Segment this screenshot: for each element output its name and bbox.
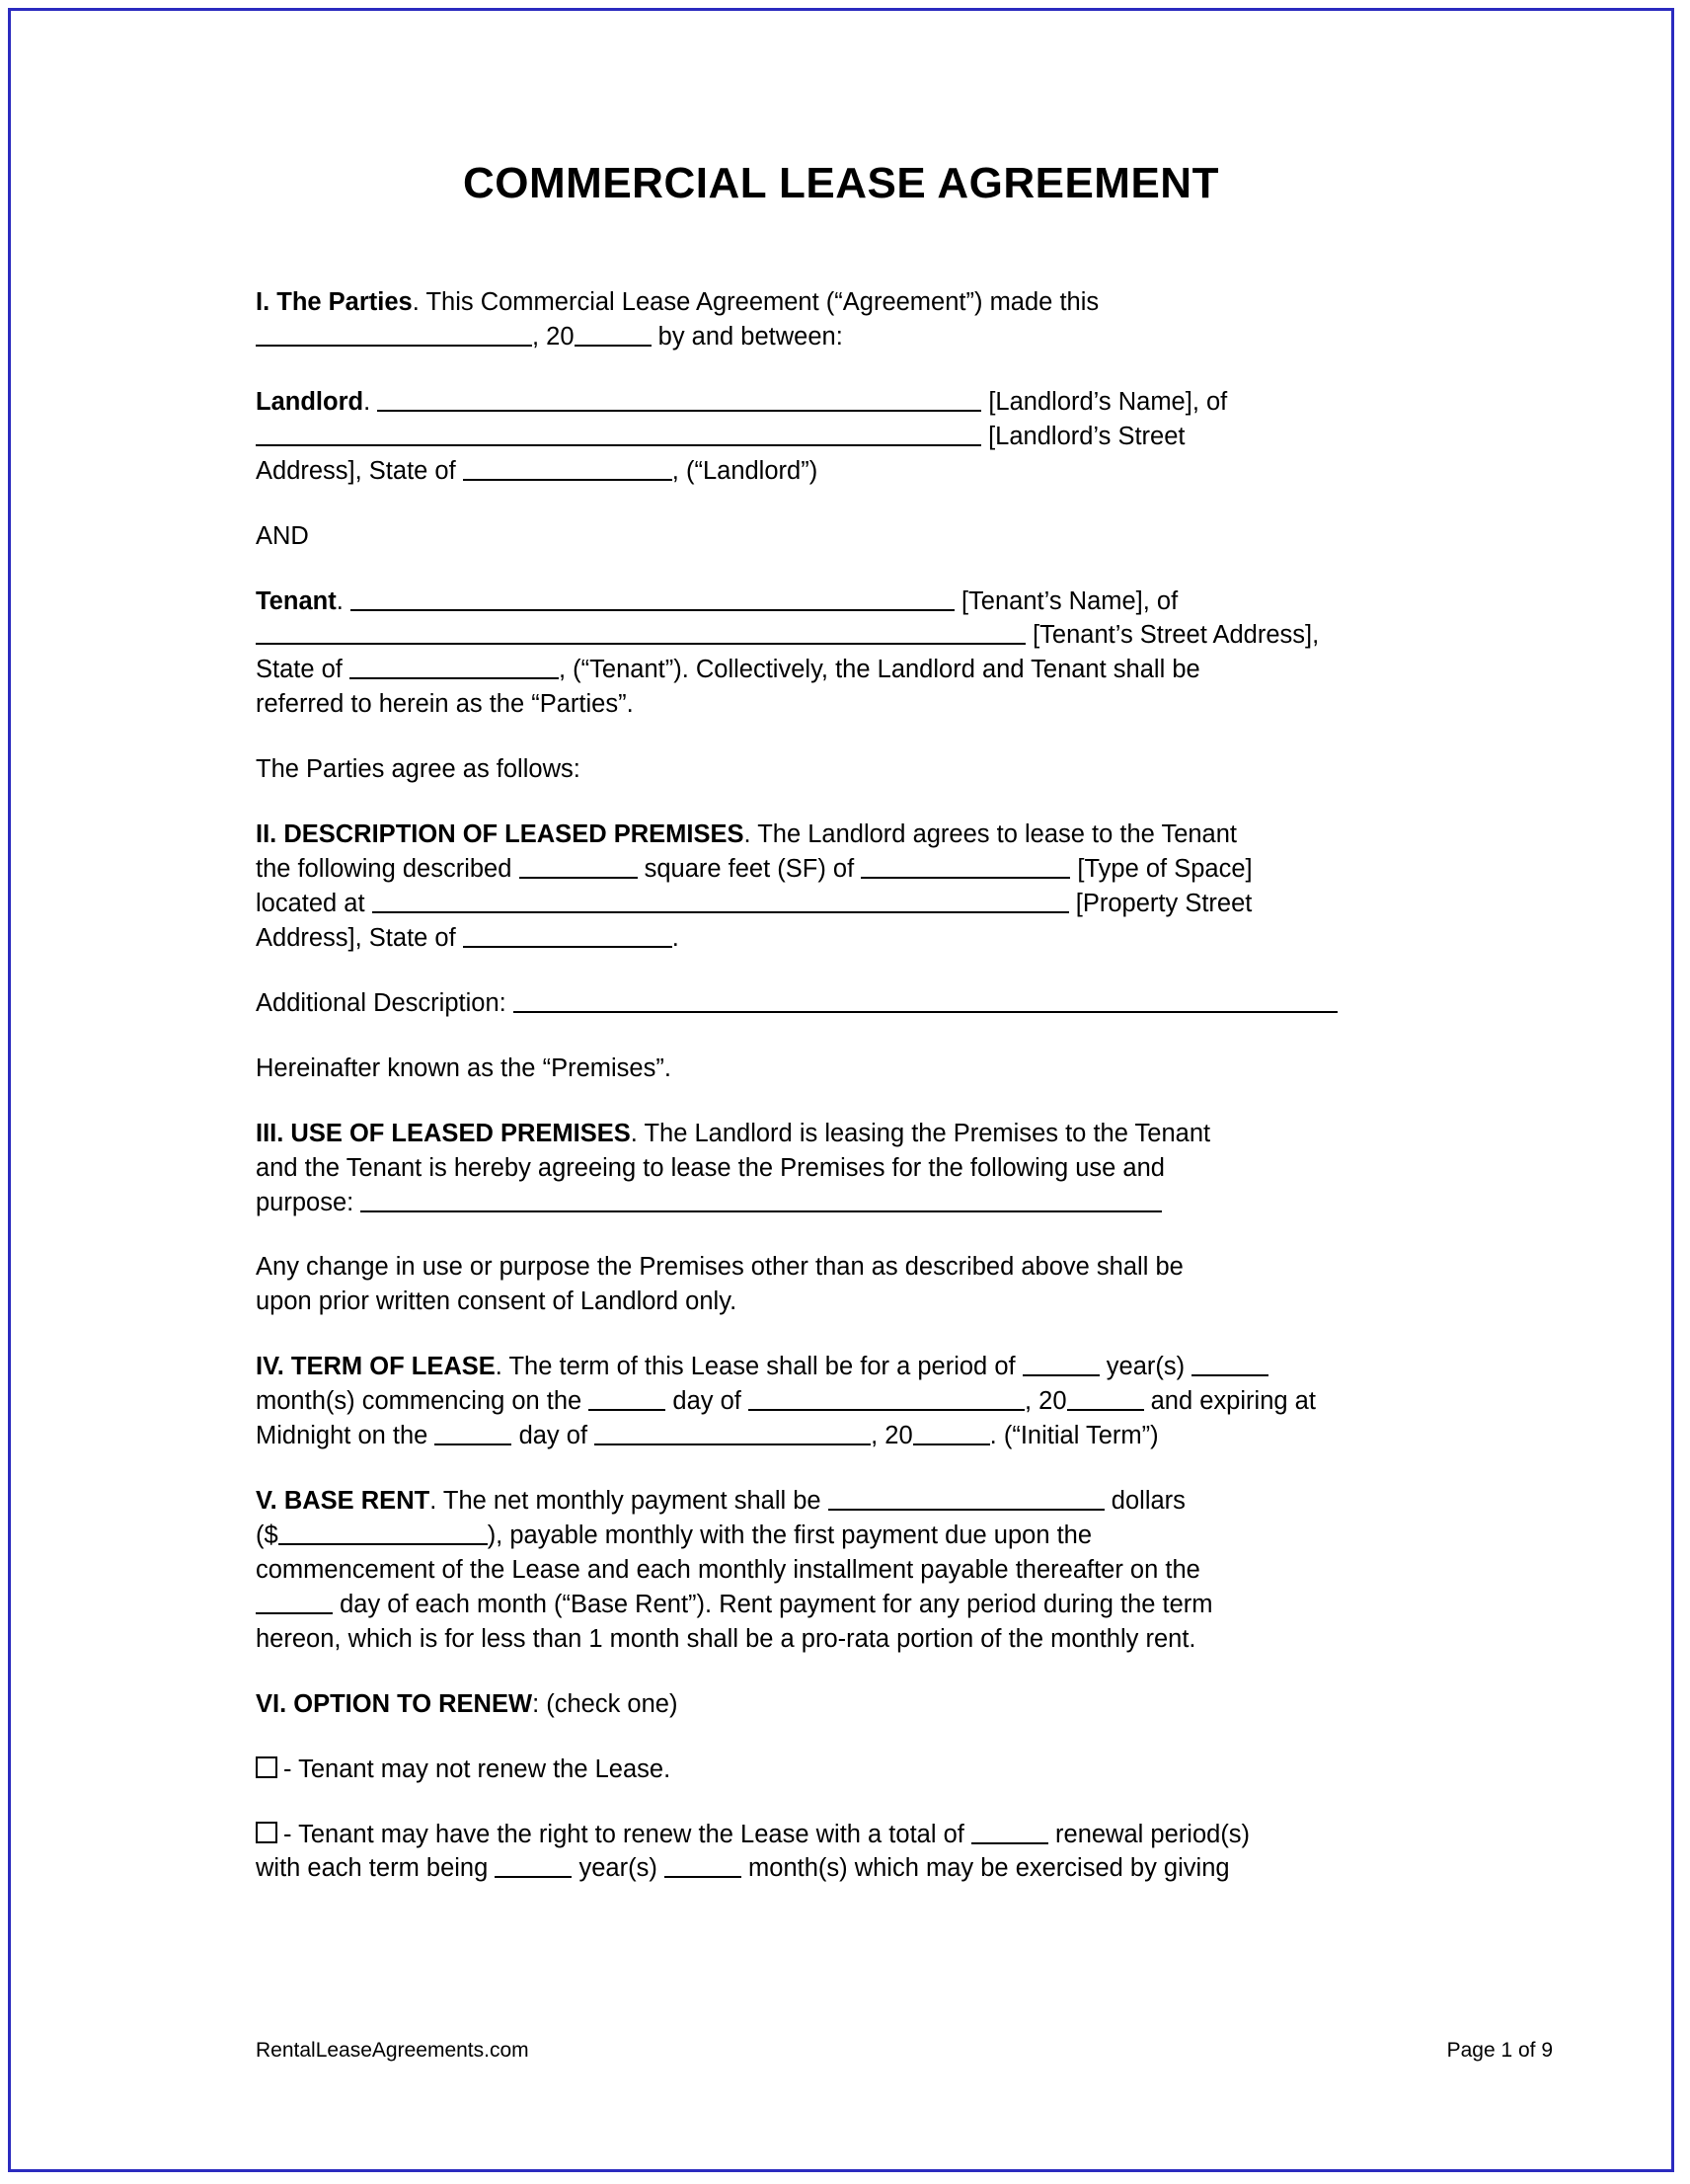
description-text-b: the following described [256,855,512,884]
renew-option-2[interactable] [256,1818,1582,1887]
landlord-period: . [363,387,378,416]
use-text-a: . The Landlord is leasing the Premises to the Tenant [630,1119,1211,1147]
paragraph-additional-description [256,986,1582,1021]
tenant-quote-2: referred to herein as the “Parties”. [256,690,634,719]
page-footer [256,2039,1553,2063]
rent-text-b: dollars [1111,1487,1186,1516]
blank-landlord-state[interactable] [463,454,672,481]
renew-option-1[interactable] [256,1753,1582,1787]
use-text-c: purpose: [256,1188,354,1216]
landlord-label: Landlord [256,387,364,416]
parties-intro-c: by and between: [651,322,843,351]
blank-term-years[interactable] [1023,1350,1100,1376]
rent-text-d: ), payable monthly with the first payment due upon the [487,1521,1093,1549]
paragraph-hereinafter: Hereinafter known as the “Premises”. [256,1053,671,1082]
blank-additional-description[interactable] [513,986,1338,1013]
blank-commence-month[interactable] [748,1384,1025,1411]
page-title: COMMERCIAL LEASE AGREEMENT [463,159,1219,207]
additional-description-label: Additional Description: [256,988,506,1017]
renew-check-one: : (check one) [532,1689,678,1718]
section-heading-parties: I. The Parties [256,288,413,316]
blank-expire-day[interactable] [434,1419,511,1445]
paragraph-term [256,1350,1582,1453]
blank-square-feet[interactable] [519,852,638,879]
blank-expire-year[interactable] [913,1419,990,1445]
use-text-b: and the Tenant is hereby agreeing to lease the Premises for the following use and [256,1153,1165,1182]
tenant-state-label: State of [256,656,343,684]
term-text-b: year(s) [1106,1353,1186,1381]
section-heading-renew: VI. OPTION TO RENEW [256,1689,533,1718]
rent-text-f: day of each month (“Base Rent”). Rent payment for any period during the term [340,1590,1213,1618]
document-page-border [8,8,1674,2172]
blank-commence-year[interactable] [1067,1384,1144,1411]
tenant-name-tag: [Tenant’s Name], of [960,586,1179,615]
rent-text-e: commencement of the Lease and each monthly installment payable thereafter on the [256,1555,1200,1584]
paragraph-description [256,818,1582,956]
term-text-d: day of [672,1387,741,1416]
landlord-address-tag: Address], State of [256,456,456,485]
blank-rent-amount[interactable] [278,1519,488,1545]
checkbox-no-renew[interactable] [256,1756,277,1778]
parties-intro-a: . This Commercial Lease Agreement (“Agreement”) made this [412,288,1100,316]
term-text-i: , 20 [871,1422,913,1450]
paragraph-use [256,1117,1582,1220]
description-text-e: located at [256,889,365,917]
document-body [256,285,1582,1886]
paragraph-use-change [256,1250,1582,1319]
term-text-e: , 20 [1024,1387,1067,1416]
blank-property-street[interactable] [372,887,1069,913]
rent-text-g: hereon, which is for less than 1 month shall be a pro-rata portion of the monthly rent. [256,1624,1196,1653]
landlord-quote: , (“Landlord”) [671,456,818,485]
paragraph-landlord [256,385,1582,489]
term-text-j: . (“Initial Term”) [989,1422,1159,1450]
parties-intro-b: , 20 [532,322,575,351]
blank-renewal-years[interactable] [495,1851,572,1878]
blank-renewal-periods[interactable] [971,1818,1048,1844]
blank-rent-words[interactable] [828,1484,1105,1511]
paragraph-parties [256,285,1582,354]
renew-option-2-e: month(s) which may be exercised by giving [748,1854,1230,1883]
footer-source: RentalLeaseAgreements.com [256,2039,529,2062]
checkbox-may-renew[interactable] [256,1822,277,1843]
paragraph-renew-heading [256,1687,1582,1722]
renew-option-1-label: - Tenant may not renew the Lease. [283,1755,671,1783]
paragraph-tenant [256,585,1582,723]
blank-property-state[interactable] [463,921,672,948]
blank-tenant-street[interactable] [256,618,1026,645]
blank-renewal-months[interactable] [664,1851,741,1878]
section-heading-use: III. USE OF LEASED PREMISES [256,1119,631,1147]
description-text-c: square feet (SF) of [644,855,855,884]
blank-year[interactable] [575,320,652,347]
description-text-h: . [671,923,679,952]
term-text-a: . The term of this Lease shall be for a period of [495,1353,1016,1381]
blank-landlord-street[interactable] [256,420,981,446]
blank-landlord-name[interactable] [377,385,981,412]
renew-option-2-c: with each term being [256,1854,489,1883]
description-text-a: . The Landlord agrees to lease to the Tenant [743,820,1238,849]
section-heading-term: IV. TERM OF LEASE [256,1353,496,1381]
blank-tenant-state[interactable] [349,653,559,679]
paragraph-and: AND [256,521,309,550]
term-text-f: and expiring at [1150,1387,1316,1416]
tenant-label: Tenant [256,586,337,615]
use-text-e: upon prior written consent of Landlord only. [256,1287,737,1316]
section-heading-rent: V. BASE RENT [256,1487,430,1516]
term-text-g: Midnight on the [256,1422,428,1450]
blank-use-purpose[interactable] [360,1186,1162,1212]
document-sheet [11,11,1671,2169]
tenant-quote: , (“Tenant”). Collectively, the Landlord and Tenant shall be [559,656,1200,684]
renew-option-2-b: renewal period(s) [1055,1820,1251,1848]
blank-date[interactable] [256,320,532,347]
blank-expire-month[interactable] [594,1419,871,1445]
description-text-f: [Property Street [1075,889,1253,917]
rent-text-a: . The net monthly payment shall be [429,1487,821,1516]
description-text-g: Address], State of [256,923,456,952]
blank-type-of-space[interactable] [861,852,1070,879]
description-text-d: [Type of Space] [1077,855,1253,884]
use-text-d: Any change in use or purpose the Premises other than as described above shall be [256,1253,1184,1282]
term-text-h: day of [518,1422,588,1450]
blank-rent-day[interactable] [256,1588,333,1614]
rent-text-c: ($ [256,1521,278,1549]
renew-option-2-d: year(s) [578,1854,657,1883]
blank-commence-day[interactable] [588,1384,665,1411]
paragraph-agree: The Parties agree as follows: [256,755,580,784]
landlord-name-tag: [Landlord’s Name], of [988,387,1228,416]
blank-tenant-name[interactable] [350,585,955,611]
tenant-street-tag: [Tenant’s Street Address], [1033,621,1320,650]
landlord-street-tag: [Landlord’s Street [988,422,1186,450]
paragraph-base-rent [256,1484,1582,1657]
term-text-c: month(s) commencing on the [256,1387,582,1416]
renew-option-2-a: - Tenant may have the right to renew the Lease with a total of [283,1820,964,1848]
section-heading-description: II. DESCRIPTION OF LEASED PREMISES [256,820,744,849]
tenant-period: . [336,586,350,615]
blank-term-months[interactable] [1191,1350,1268,1376]
footer-page-number: Page 1 of 9 [1446,2039,1553,2062]
